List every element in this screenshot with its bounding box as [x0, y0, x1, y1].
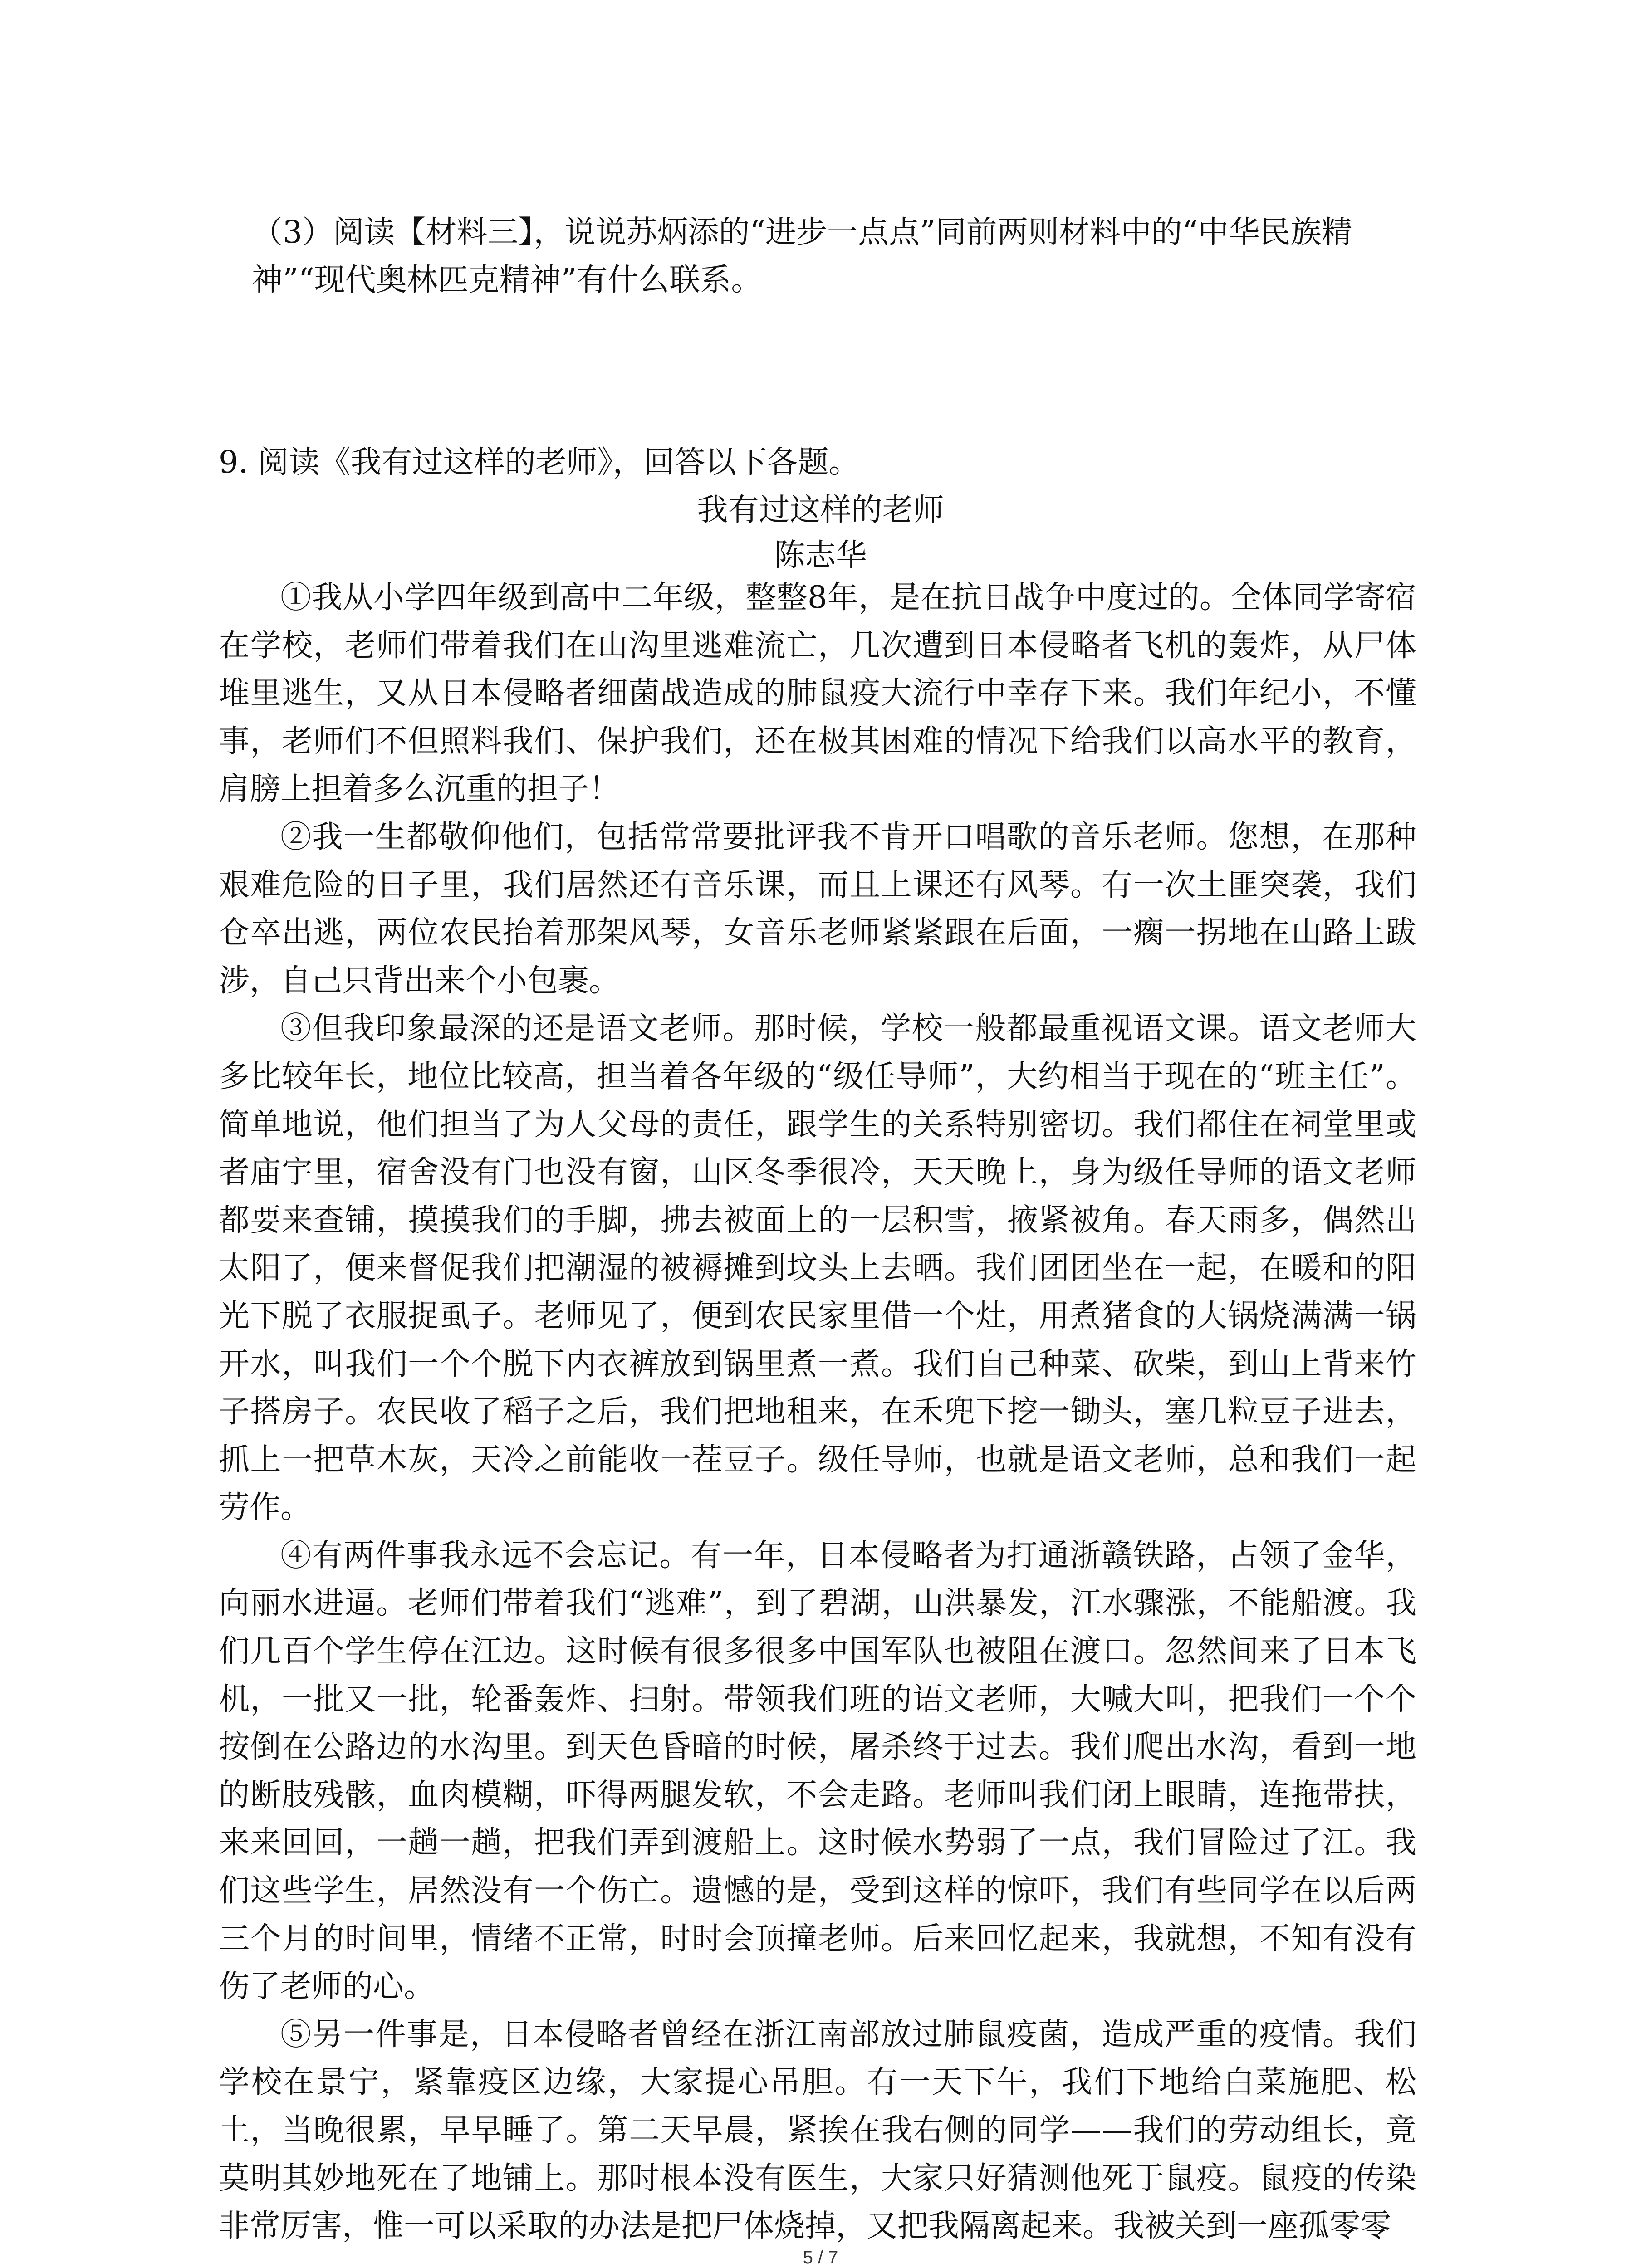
paragraph-4: ④有两件事我永远不会忘记。有一年，日本侵略者为打通浙赣铁路，占领了金华，向丽水进逼。老师们带着我们“逃难”，到了碧湖，山洪暴发，江水骤涨，不能船渡。我们几百个学生停在江边。这时候有很多很多中国军队也被阻在渡口。忽然间来了日本飞机，一批又一批，轮番轰炸、扫射。带领我们班的语文老师，大喊大叫，把我们一个个按倒在公路边的水沟里。到天色昏暗的时候，屠杀终于过去。我们爬出水沟，看到一地的断肢残骸，血肉模糊，吓得两腿发软，不会走路。老师叫我们闭上眼睛，连拖带扶，来来回回，一趟一趟，把我们弄到渡船上。这时候水势弱了一点，我们冒险过了江。我们这些学生，居然没有一个伤亡。遗憾的是，受到这样的惊吓，我们有些同学在以后两三个月的时间里，情绪不正常，时时会顶撞老师。后来回忆起来，我就想，不知有没有伤了老师的心。 [219, 1537, 1416, 2005]
question-3-text: （3）阅读【材料三】，说说苏炳添的“进步一点点”同前两则材料中的“中华民族精神”“现代奥林匹克精神”有什么联系。 [252, 215, 1352, 298]
question-9-prompt: 9. 阅读《我有过这样的老师》，回答以下各题。 [219, 445, 860, 480]
paragraph-5: ⑤另一件事是，日本侵略者曾经在浙江南部放过肺鼠疫菌，造成严重的疫情。我们学校在景宁，紧靠疫区边缘，大家提心吊胆。有一天下午，我们下地给白菜施肥、松土，当晚很累，早早睡了。第二天早晨，紧挨在我右侧的同学——我们的劳动组长，竟莫明其妙地死在了地铺上。那时根本没有医生，大家只好猜测他死于鼠疫。鼠疫的传染非常厉害，惟一可以采取的办法是把尸体烧掉，又把我隔离起来。我被关到一座孤零零 [219, 2016, 1416, 2244]
paragraph-1: ①我从小学四年级到高中二年级，整整8年，是在抗日战争中度过的。全体同学寄宿在学校，老师们带着我们在山沟里逃难流亡，几次遭到日本侵略者飞机的轰炸，从尸体堆里逃生，又从日本侵略者细菌战造成的肺鼠疫大流行中幸存下来。我们年纪小，不懂事，老师们不但照料我们、保护我们，还在极其困难的情况下给我们以高水平的教育，肩膀上担着多么沉重的担子！ [219, 580, 1416, 807]
page-number: 5 / 7 [803, 2248, 838, 2268]
paragraph-2: ②我一生都敬仰他们，包括常常要批评我不肯开口唱歌的音乐老师。您想，在那种艰难危险的日子里，我们居然还有音乐课，而且上课还有风琴。有一次土匪突袭，我们仓卒出逃，两位农民抬着那架风琴，女音乐老师紧紧跟在后面，一瘸一拐地在山路上跋涉，自己只背出来个小包裹。 [219, 819, 1416, 999]
article-title: 我有过这样的老师 [697, 492, 944, 528]
article-author: 陈志华 [774, 538, 867, 573]
paragraph-3: ③但我印象最深的还是语文老师。那时候，学校一般都最重视语文课。语文老师大多比较年长，地位比较高，担当着各年级的“级任导师”，大约相当于现在的“班主任”。简单地说，他们担当了为人父母的责任，跟学生的关系特别密切。我们都住在祠堂里或者庙宇里，宿舍没有门也没有窗，山区冬季很冷，天天晚上，身为级任导师的语文老师都要来查铺，摸摸我们的手脚，拂去被面上的一层积雪，掖紧被角。春天雨多，偶然出太阳了，便来督促我们把潮湿的被褥摊到坟头上去晒。我们团团坐在一起，在暖和的阳光下脱了衣服捉虱子。老师见了，便到农民家里借一个灶，用煮猪食的大锅烧满满一锅开水，叫我们一个个脱下内衣裤放到锅里煮一煮。我们自己种菜、砍柴，到山上背来竹子搭房子。农民收了稻子之后，我们把地租来，在禾兜下挖一锄头，塞几粒豆子进去，抓上一把草木灰，天冷之前能收一茬豆子。级任导师，也就是语文老师，总和我们一起劳作。 [219, 1011, 1416, 1526]
article-body [219, 574, 1416, 2250]
